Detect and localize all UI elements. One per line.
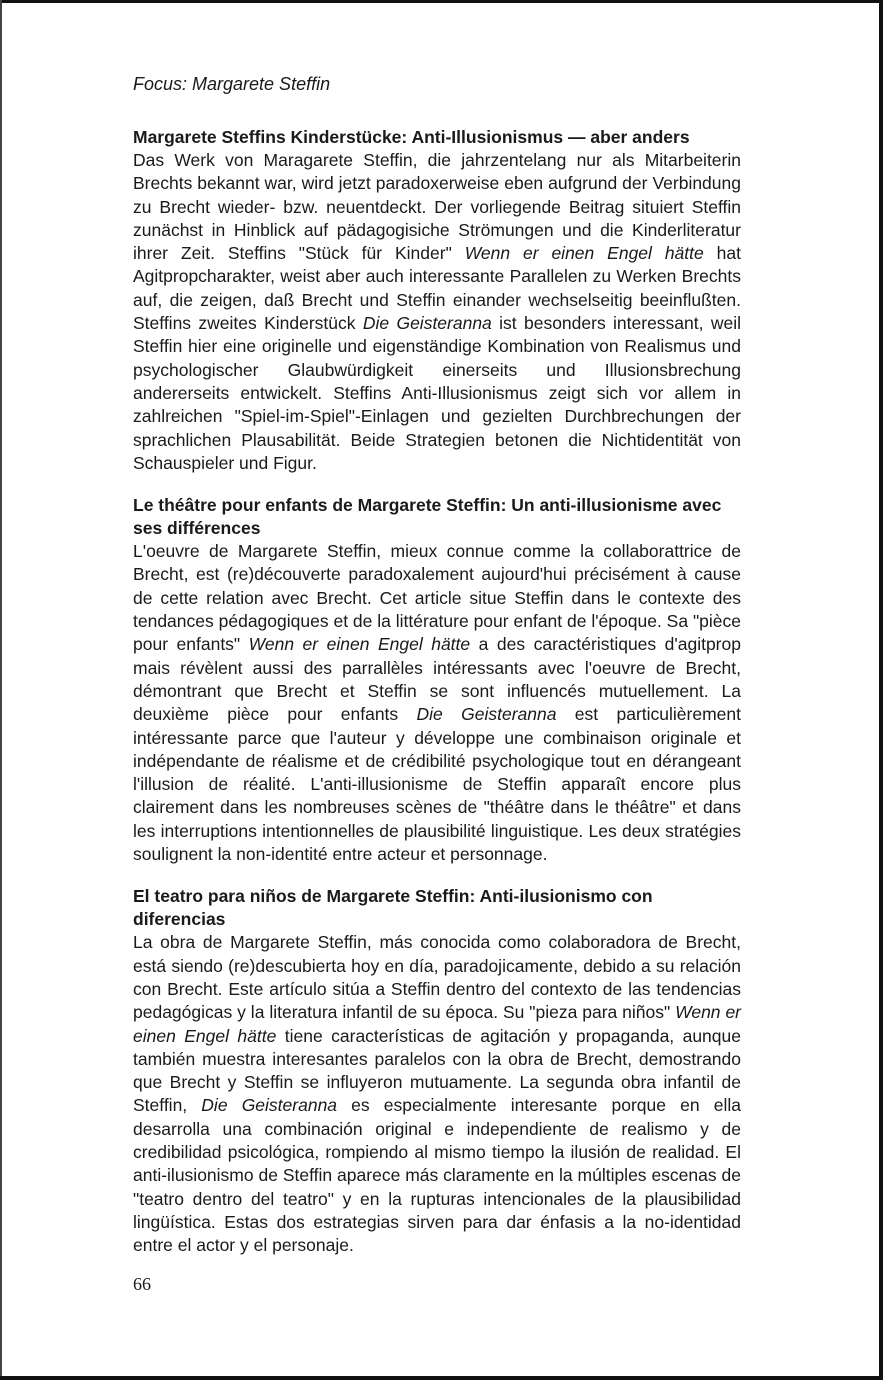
- play-title: Wenn er einen Engel hätte: [248, 634, 471, 655]
- page-border-top: [0, 0, 883, 3]
- abstract-german-title: Margarete Steffins Kinderstücke: Anti-Illusionismus — aber anders: [133, 127, 690, 147]
- page-border-left: [0, 0, 2, 1380]
- page-content: [133, 70, 741, 1276]
- play-title: Die Geisteranna: [362, 313, 492, 334]
- abstract-french-title: Le théâtre pour enfants de Margarete Steffin: Un anti-illusionisme avec ses différences: [133, 495, 722, 539]
- page-number: 66: [133, 1274, 151, 1294]
- running-head: Focus: Margarete Steffin: [133, 74, 331, 94]
- abstract-german: [133, 126, 741, 475]
- play-title: Wenn er einen Engel hätte: [464, 243, 704, 264]
- abstract-spanish-title: El teatro para niños de Margarete Steffin: Anti-ilusionismo con diferencias: [133, 886, 653, 930]
- page-border-right: [879, 0, 883, 1380]
- abstract-german-body: Das Werk von Maragarete Steffin, die jahrzentelang nur als Mitarbeiterin Brechts bekannt war, wird jetzt paradoxerweise eben aufgrund der Verbindung zu Brecht wieder- bzw. neuentdeckt. Der vorliegende Beitrag situiert Steffin zunächst in Hinblick auf pädagogisiche Strömungen und die Kinderliteratur ihrer Zeit. Steffins "Stück für Kinder" Wenn er einen Engel hätte hat Agitpropcharakter, weist aber auch interessante Parallelen zu Werken Brechts auf, die zeigen, daß Brecht und Steffin einander wechselseitig beeinflußten. Steffins zweites Kinderstück Die Geisteranna ist besonders interessant, weil Steffin hier eine originelle und eigenständige Kombination von Realismus und psychologischer Glaubwürdigkeit einerseits und Illusionsbrechung andererseits entwickelt. Steffins Anti-Illusionismus zeigt sich vor allem in zahlreichen "Spiel-im-Spiel"-Einlagen und gezielten Durchbrechungen der sprachlichen Plausabilität. Beide Strategien betonen die Nichtidentität von Schauspieler und Figur.: [133, 150, 741, 473]
- play-title: Wenn er einen Engel hätte: [133, 1002, 742, 1046]
- play-title: Die Geisteranna: [201, 1095, 338, 1116]
- play-title: Die Geisteranna: [416, 704, 557, 725]
- abstract-spanish-body: La obra de Margarete Steffin, más conocida como colaboradora de Brecht, está siendo (re)descubierta hoy en día, paradojicamente, debido a su relación con Brecht. Este artículo sitúa a Steffin dentro del contexto de las tendencias pedagógicas y la literatura infantil de su época. Su "pieza para niños" Wenn er einen Engel hätte tiene características de agitación y propaganda, aunque también muestra interesantes paralelos con la obra de Brecht, demostrando que Brecht y Steffin se influyeron mutuamente. La segunda obra infantil de Steffin, Die Geisteranna es especialmente interesante porque en ella desarrolla una combinación original e independiente de realismo y de credibilidad psicológica, rompiendo al mismo tiempo la ilusión de realidad. El anti-ilusionismo de Steffin aparece más claramente en la múltiples escenas de "teatro dentro del teatro" y en la rupturas intencionales de la plausibilidad lingüística. Estas dos estrategias sirven para dar énfasis a la no-identidad entre el actor y el personaje.: [133, 932, 742, 1256]
- page-border-bottom: [0, 1376, 883, 1380]
- abstract-french: [133, 494, 741, 866]
- abstract-spanish: [133, 885, 741, 1257]
- abstract-french-body: L'oeuvre de Margarete Steffin, mieux connue comme la collaborattrice de Brecht, est (re)découverte paradoxalement aujourd'hui précisément à cause de cette relation avec Brecht. Cet article situe Steffin dans le contexte des tendances pédagogiques et de la littérature pour enfant de l'époque. Sa "pièce pour enfants" Wenn er einen Engel hätte a des caractéristiques d'agitprop mais révèlent aussi des parrallèles intéressants avec l'oeuvre de Brecht, démontrant que Brecht et Steffin se sont influencés mutuellement. La deuxième pièce pour enfants Die Geisteranna est particulièrement intéressante parce que l'auteur y développe une combinaison originale et indépendante de réalisme et de crédibilité psychologique tout en dérangeant l'illusion de réalité. L'anti-illusionisme de Steffin apparaît encore plus clairement dans les nombreuses scènes de "théâtre dans le théâtre" et dans les interruptions intentionnelles de plausibilité linguistique. Les deux stratégies soulignent la non-identité entre acteur et personnage.: [133, 541, 741, 865]
